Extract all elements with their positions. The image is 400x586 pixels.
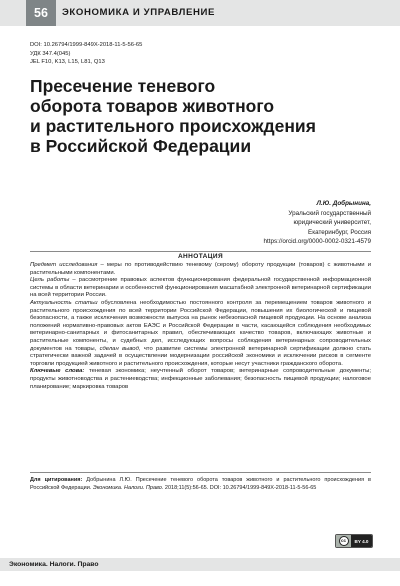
abstract-heading: АННОТАЦИЯ (177, 253, 224, 260)
cc-badge-left (336, 535, 351, 547)
author-block (171, 199, 371, 247)
citation-tail: 2018;11(5):56-65. DOI: 10.26794/1999-849X-2018-11-5-56-65 (163, 484, 317, 491)
abstract-relevance (30, 300, 371, 368)
author-name: Л.Ю. Добрынина, (316, 200, 371, 207)
footer-bar (0, 558, 400, 571)
article-title (30, 76, 370, 156)
conclusion-text: , что развитие системы электронной ветеринарной сертификации должно стать стратегически важной задачей в осуществлении модернизации российской экономики и исключении рисков в сегменте торговли продукцией животного и растительного происхождения, которые несут участники гражданского оборота. (30, 345, 371, 367)
author-orcid-link[interactable]: https://orcid.org/0000-0002-0321-4579 (263, 238, 371, 246)
abstract-bottom-divider (30, 472, 371, 473)
cc-icon: cc (339, 536, 349, 546)
author-affiliation: Екатеринбург, Россия (308, 228, 371, 236)
cc-by-label: BY 4.0 (351, 535, 372, 547)
article-codes (30, 41, 142, 67)
subject-text: – меры по противодействию теневому (серому) обороту продукции (товаров) с животными и растительными компонентами. (30, 262, 371, 276)
jel-code: JEL F10, K13, L15, L81, Q13 (30, 59, 105, 65)
conclusion-label: сделан вывод (99, 345, 139, 352)
abstract-top-divider (30, 251, 371, 252)
udc-code: УДК 347.4(045) (30, 50, 71, 57)
cc-license-badge[interactable] (335, 534, 373, 548)
header-bar (0, 0, 400, 26)
purpose-label: Цель работы (30, 277, 70, 284)
author-affiliation: юридический университет, (293, 219, 371, 227)
abstract-body (30, 262, 371, 391)
relevance-text: обусловлена необходимостью постоянного контроля за перемещением товаров животного и растительного происхождения по всей территории Российской Федерации, повышения их биологической и пищевой безопасности, а также исключения возможности выпуска на рынок небезопасной пищевой продукции. На основе анализа положений нормативно-правовых актов ЕАЭС и Российской Федерации в части, касающейся соблюдения необходимых ветеринарно-санитарных и фитосанитарных правил, обеспечивающих качество товаров, включающих животные и растительные компоненты, и судебных дел, исследующих вопросы соблюдения ветеринарных сопроводительных документов на товары, (30, 299, 372, 352)
title-line: Пресечение теневого (30, 76, 216, 96)
citation-text: Добрынина Л.Ю. Пресечение теневого оборота товаров животного и растительного происхождения в Российской Федерации. (30, 477, 371, 491)
abstract-purpose (30, 277, 371, 300)
title-line: и растительного происхождения (30, 116, 316, 136)
page-number: 56 (26, 0, 56, 26)
citation-label: Для цитирования: (30, 477, 83, 483)
doi-code: DOI: 10.26794/1999-849X-2018-11-5-56-65 (30, 42, 143, 48)
footer-journal-name: Экономика. Налоги. Право (9, 561, 99, 568)
citation-journal: Экономика. Налоги. Право. (91, 484, 164, 491)
keywords-label: Ключевые слова: (30, 368, 85, 375)
author-affiliation: Уральский государственный (288, 209, 371, 217)
abstract-keywords (30, 368, 371, 391)
keywords-text: теневая экономика; неучтенный оборот товаров; ветеринарные сопроводительные документы; продукты животноводства и растениеводства; инфекционные заболевания; безопасность пищевой продукции; налоговое планирование; маркировка товаров (30, 368, 371, 390)
section-title: ЭКОНОМИКА И УПРАВЛЕНИЕ (62, 7, 216, 18)
purpose-text: – рассмотрение правовых аспектов функционирования федеральной государственной информационной системы в области ветеринарии и особенностей функционирования масштабной электронной ветеринарной сертификации на всей территории России. (30, 277, 371, 299)
title-line: в Российской Федерации (30, 136, 252, 156)
subject-label: Предмет исследования (30, 262, 98, 268)
relevance-label: Актуальность статьи (30, 299, 98, 306)
abstract-subject (30, 262, 371, 277)
title-line: оборота товаров животного (30, 96, 275, 116)
citation (30, 477, 371, 492)
